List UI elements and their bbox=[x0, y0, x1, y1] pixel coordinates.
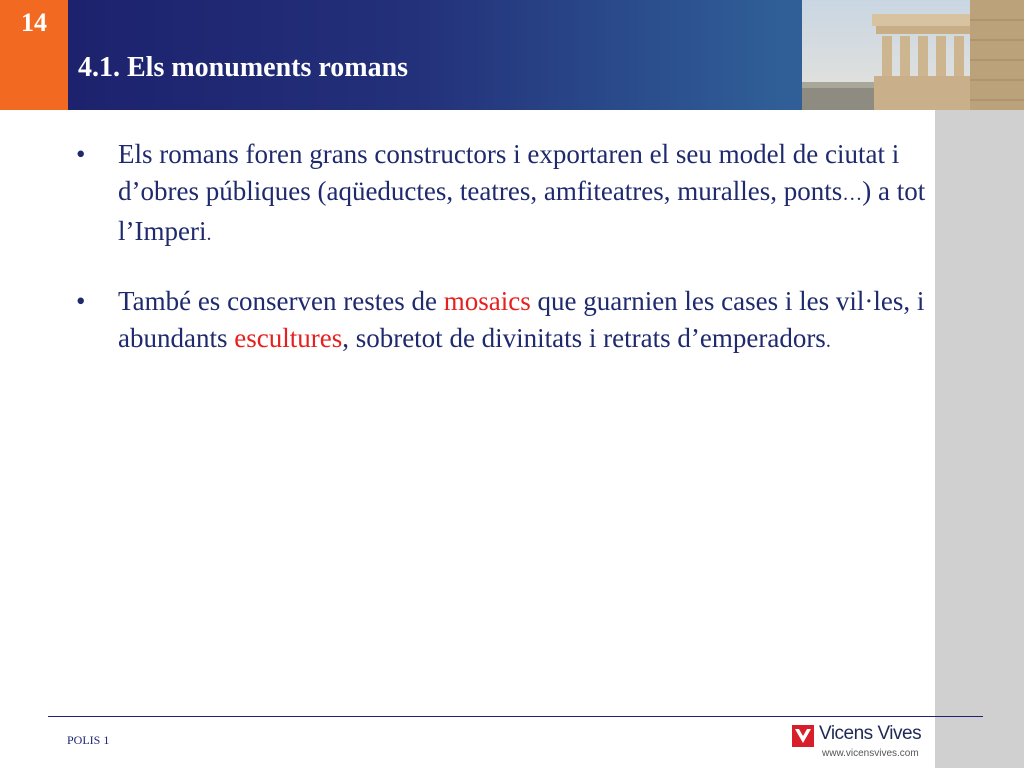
period-text: . bbox=[206, 223, 212, 245]
bullet-text: ) a tot l’Imperi bbox=[118, 176, 926, 246]
publisher-logo bbox=[792, 723, 932, 765]
footer-label: POLIS 1 bbox=[67, 733, 110, 747]
ellipsis-text: … bbox=[842, 183, 863, 205]
bullet-text: , sobretot de divinitats i retrats d’emperadors bbox=[342, 323, 826, 353]
bullet-text: Els romans foren grans constructors i exportaren el seu model de ciutat i d’obres públiques (aqüeductes, teatres, amfiteatres, muralles, ponts bbox=[118, 139, 900, 206]
bullet-item bbox=[76, 283, 926, 360]
vicens-vives-logo-icon bbox=[792, 725, 814, 747]
slide-body bbox=[76, 136, 926, 390]
bullet-text: També es conserven restes de bbox=[118, 286, 444, 316]
caryatids-photo bbox=[802, 0, 1024, 110]
right-sidebar bbox=[935, 110, 1024, 768]
footer-divider bbox=[48, 716, 983, 717]
slide-number: 14 bbox=[21, 8, 47, 37]
bullet-text: que guarnien les cases i les vil·les, i abundants bbox=[118, 286, 925, 353]
period-text: . bbox=[825, 330, 831, 352]
logo-name: Vicens Vives bbox=[819, 723, 922, 744]
slide-title: 4.1. Els monuments romans bbox=[78, 52, 409, 83]
bullet-item bbox=[76, 136, 926, 253]
highlight-escultures: escultures bbox=[234, 323, 343, 353]
bullet-marker: • bbox=[76, 286, 86, 316]
slide-header bbox=[0, 0, 1024, 110]
highlight-mosaics: mosaics bbox=[443, 286, 531, 316]
slide-number-box bbox=[0, 0, 68, 110]
bullet-marker: • bbox=[76, 139, 86, 169]
logo-url: www.vicensvives.com bbox=[822, 748, 919, 759]
